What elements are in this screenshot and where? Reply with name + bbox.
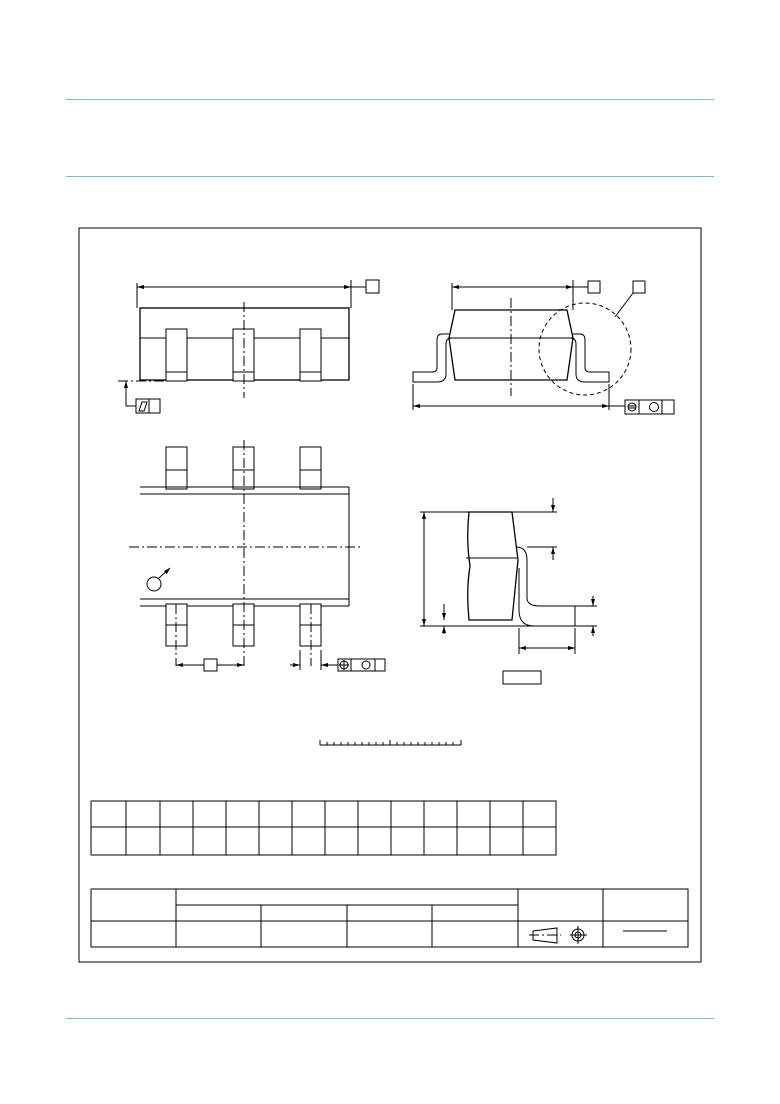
top-view-upper: [118, 280, 379, 413]
datum-box-b: [588, 281, 600, 293]
pin1-marker: [147, 577, 161, 591]
detail-ref-box: [633, 281, 645, 293]
detail-label-box: [503, 671, 541, 684]
pitch-box: [204, 659, 217, 671]
bottom-view: [129, 440, 385, 671]
detail-view: [420, 498, 597, 684]
side-view: [413, 280, 674, 414]
title-block: [91, 889, 688, 947]
scale-bar: [320, 740, 461, 745]
projection-symbol: [529, 926, 587, 944]
datum-box-a: [366, 280, 379, 293]
dimensions-table: [91, 801, 556, 855]
